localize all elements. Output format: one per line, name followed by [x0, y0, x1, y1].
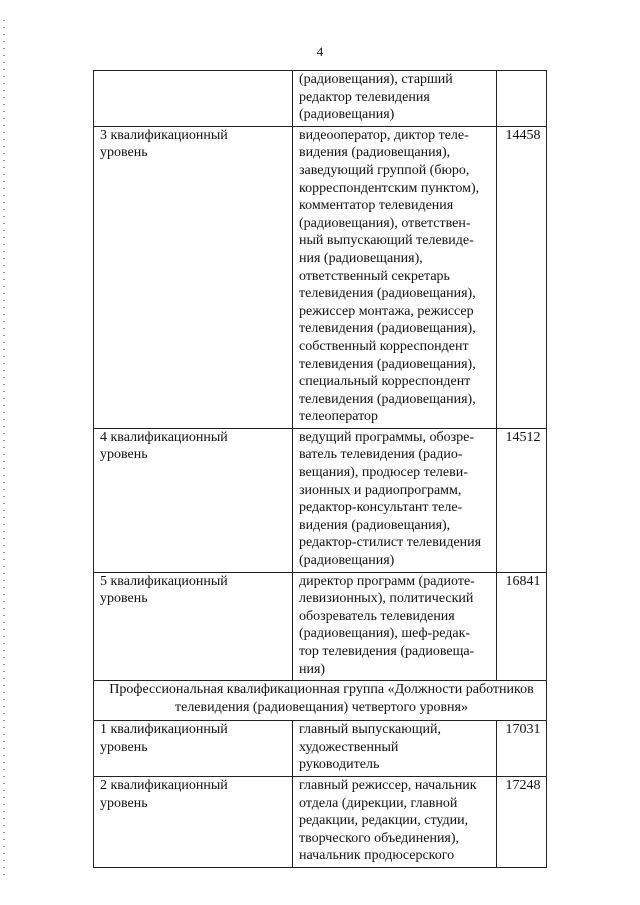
table-row-level-4	[94, 428, 547, 572]
table-row-level-1	[94, 721, 547, 777]
table-row-level-2	[94, 776, 547, 867]
level-cell: 5 квалификационный уровень	[94, 572, 293, 681]
level-cell: 1 квалификационный уровень	[94, 721, 293, 777]
page-number: 4	[316, 44, 324, 59]
positions-cell: ведущий программы, обозре- ватель телевидения (радио- вещания), продюсер телеви- зионных и радиопрограмм, редактор-консультант теле- видения (радиовещания), редактор-стилист телевидения (радиовещания)	[293, 428, 497, 572]
table-row-continuation	[94, 71, 547, 127]
table-row-level-5	[94, 572, 547, 681]
salary-cell	[497, 71, 547, 127]
salary-table	[93, 70, 547, 868]
table-row-group-header	[94, 681, 547, 721]
salary-cell: 14458	[497, 126, 547, 428]
positions-cell: главный режиссер, начальник отдела (дирекции, главной редакции, редакции, студии, творческого объединения), начальник продюсерского	[293, 776, 497, 867]
left-margin-dotted-line	[3, 20, 5, 880]
positions-cell: директор программ (радиоте- левизионных), политический обозреватель телевидения (радиовещания), шеф-редак- тор телевидения (радиовеща- ния)	[293, 572, 497, 681]
level-cell: 4 квалификационный уровень	[94, 428, 293, 572]
salary-cell: 16841	[497, 572, 547, 681]
salary-cell: 17248	[497, 776, 547, 867]
table-row-level-3	[94, 126, 547, 428]
level-cell: 3 квалификационный уровень	[94, 126, 293, 428]
level-cell: 2 квалификационный уровень	[94, 776, 293, 867]
salary-cell: 14512	[497, 428, 547, 572]
group-header-cell: Профессиональная квалификационная группа «Должности работников телевидения (радиовещания) четвертого уровня»	[94, 681, 547, 721]
salary-cell: 17031	[497, 721, 547, 777]
level-cell	[94, 71, 293, 127]
positions-cell: видеооператор, диктор теле- видения (радиовещания), заведующий группой (бюро, корреспондентским пунктом), комментатор телевидения (радиовещания), ответствен- ный выпускающий телевиде- ния (радиовещания), ответственный секретарь телевидения (радиовещания), режиссер монтажа, режиссер телевидения (радиовещания), собственный корреспондент телевидения (радиовещания), специальный корреспондент телевидения (радиовещания), телеоператор	[293, 126, 497, 428]
positions-cell: (радиовещания), старший редактор телевидения (радиовещания)	[293, 71, 497, 127]
positions-cell: главный выпускающий, художественный руководитель	[293, 721, 497, 777]
